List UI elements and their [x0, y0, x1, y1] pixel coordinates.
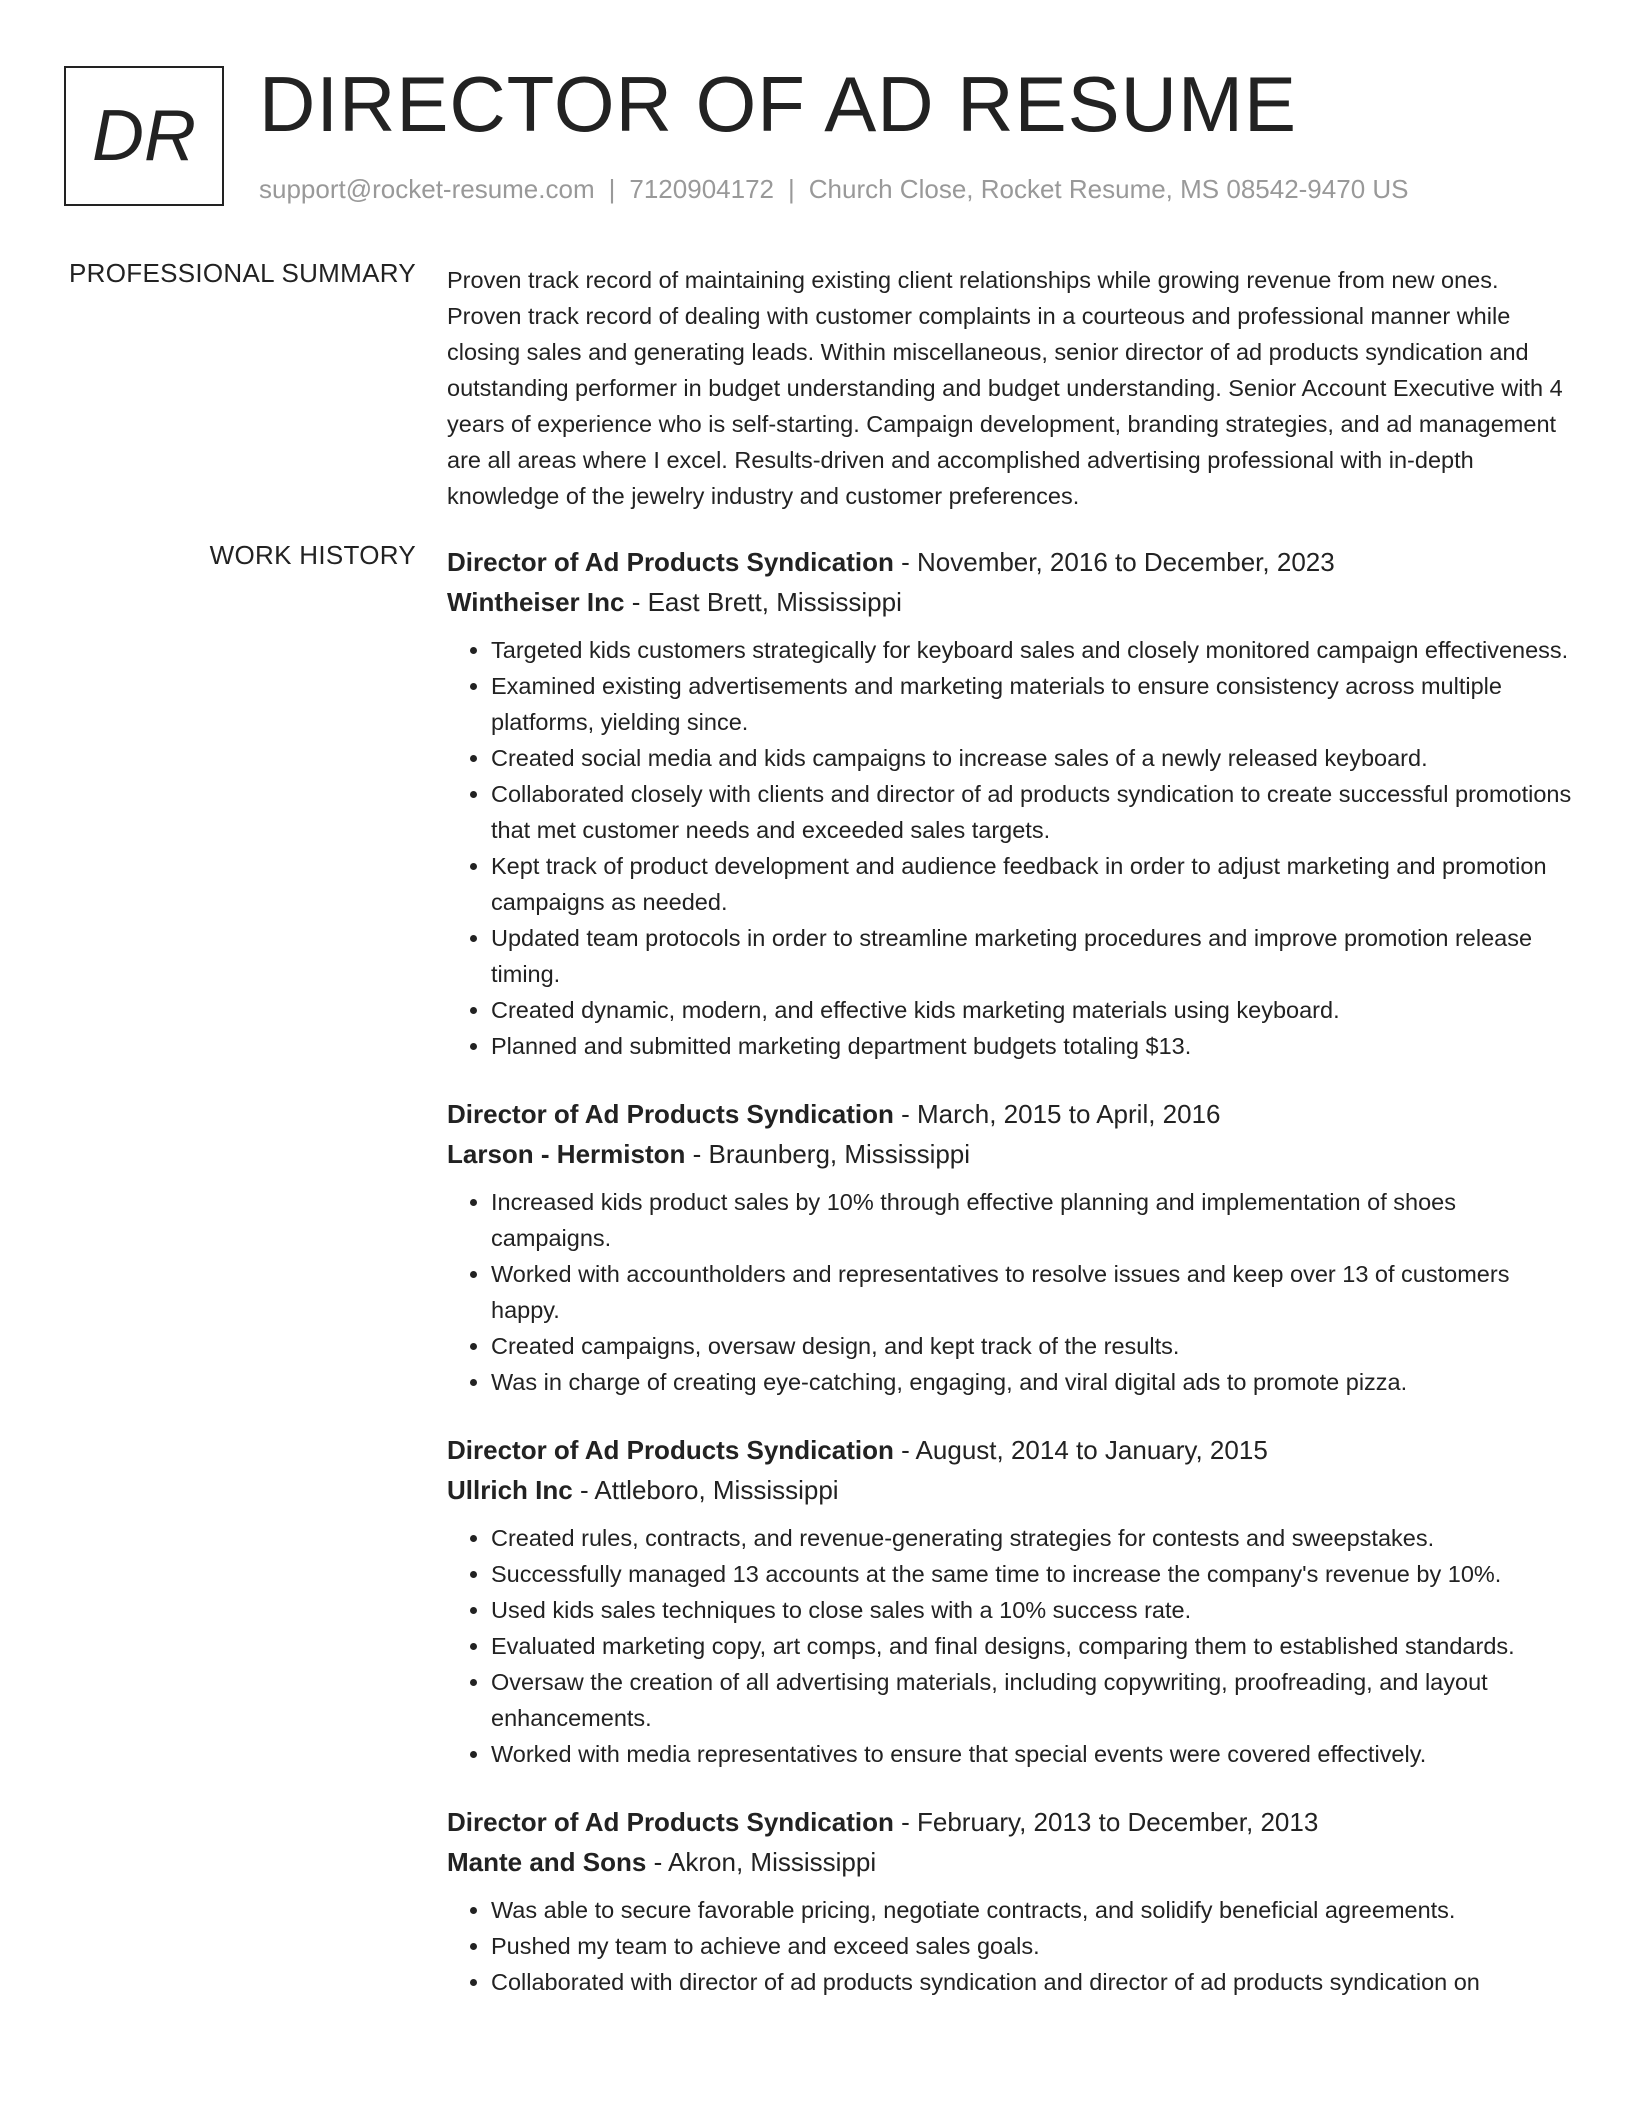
job-title-line	[447, 542, 1577, 582]
work-history-list	[447, 542, 1577, 2030]
job-location: - Braunberg, Mississippi	[692, 1139, 971, 1169]
job-bullet: • Worked with accountholders and representatives to resolve issues and keep over 13 of customers happy.	[491, 1256, 1577, 1328]
job-bullets	[447, 1892, 1577, 2000]
job-bullet: • Used kids sales techniques to close sales with a 10% success rate.	[491, 1592, 1577, 1628]
job-dates: - March, 2015 to April, 2016	[901, 1099, 1221, 1129]
job-bullets	[447, 632, 1577, 1064]
job-bullet: • Targeted kids customers strategically for keyboard sales and closely monitored campaign effectiveness.	[491, 632, 1577, 668]
monogram-badge: DR	[64, 66, 224, 206]
job-company: Wintheiser Inc	[447, 587, 625, 617]
job-bullet: • Updated team protocols in order to streamline marketing procedures and improve promotion release timing.	[491, 920, 1577, 992]
job-company-line	[447, 1470, 1577, 1510]
job-location: - East Brett, Mississippi	[631, 587, 902, 617]
job-entry	[447, 1430, 1577, 1772]
job-bullet: • Created campaigns, oversaw design, and kept track of the results.	[491, 1328, 1577, 1364]
job-bullet: • Worked with media representatives to ensure that special events were covered effectively.	[491, 1736, 1577, 1772]
job-bullet: • Created social media and kids campaigns to increase sales of a newly released keyboard.	[491, 740, 1577, 776]
contact-separator: |	[608, 174, 616, 204]
section-label-summary: PROFESSIONAL SUMMARY	[69, 258, 416, 288]
job-bullet: • Collaborated with director of ad products syndication and director of ad products syndication on	[491, 1964, 1577, 2000]
job-company-line	[447, 1134, 1577, 1174]
job-location: - Attleboro, Mississippi	[579, 1475, 839, 1505]
job-bullet: • Planned and submitted marketing department budgets totaling $13.	[491, 1028, 1577, 1064]
job-title-line	[447, 1430, 1577, 1470]
job-bullet: • Created rules, contracts, and revenue-generating strategies for contests and sweepstakes.	[491, 1520, 1577, 1556]
contact-email: support@rocket-resume.com	[259, 174, 595, 204]
job-bullet: • Pushed my team to achieve and exceed sales goals.	[491, 1928, 1577, 1964]
job-bullet: • Oversaw the creation of all advertising materials, including copywriting, proofreading, and layout enhancements.	[491, 1664, 1577, 1736]
job-entry	[447, 542, 1577, 1064]
job-company: Ullrich Inc	[447, 1475, 573, 1505]
job-bullets	[447, 1520, 1577, 1772]
job-entry	[447, 1802, 1577, 2000]
job-title: Director of Ad Products Syndication	[447, 547, 894, 577]
resume-title: DIRECTOR OF AD RESUME	[259, 60, 1298, 148]
job-bullet: • Was in charge of creating eye-catching, engaging, and viral digital ads to promote pizza.	[491, 1364, 1577, 1400]
job-dates: - August, 2014 to January, 2015	[901, 1435, 1268, 1465]
job-entry	[447, 1094, 1577, 1400]
job-title-line	[447, 1802, 1577, 1842]
job-bullet: • Kept track of product development and audience feedback in order to adjust marketing and promotion campaigns as needed.	[491, 848, 1577, 920]
job-bullet: • Increased kids product sales by 10% through effective planning and implementation of shoes campaigns.	[491, 1184, 1577, 1256]
job-title: Director of Ad Products Syndication	[447, 1807, 894, 1837]
job-company: Larson - Hermiston	[447, 1139, 686, 1169]
job-title: Director of Ad Products Syndication	[447, 1099, 894, 1129]
contact-line	[259, 174, 1409, 205]
contact-address: Church Close, Rocket Resume, MS 08542-9470 US	[808, 174, 1409, 204]
job-bullet: • Was able to secure favorable pricing, negotiate contracts, and solidify beneficial agreements.	[491, 1892, 1577, 1928]
section-label-work-history: WORK HISTORY	[209, 540, 416, 570]
summary-text: Proven track record of maintaining existing client relationships while growing revenue from new ones. Proven track record of dealing with customer complaints in a courteous and professional manner while closing sales and generating leads. Within miscellaneous, senior director of ad products syndication and outstanding performer in budget understanding and budget understanding. Senior Account Executive with 4 years of experience who is self-starting. Campaign development, branding strategies, and ad management are all areas where I excel. Results-driven and accomplished advertising professional with in-depth knowledge of the jewelry industry and customer preferences.	[447, 267, 1563, 509]
job-company: Mante and Sons	[447, 1847, 647, 1877]
job-bullets	[447, 1184, 1577, 1400]
job-title: Director of Ad Products Syndication	[447, 1435, 894, 1465]
job-title-line	[447, 1094, 1577, 1134]
job-dates: - February, 2013 to December, 2013	[901, 1807, 1319, 1837]
job-bullet: • Evaluated marketing copy, art comps, and final designs, comparing them to established standards.	[491, 1628, 1577, 1664]
job-company-line	[447, 582, 1577, 622]
job-location: - Akron, Mississippi	[653, 1847, 877, 1877]
job-bullet: • Successfully managed 13 accounts at the same time to increase the company's revenue by 10%.	[491, 1556, 1577, 1592]
job-bullet: • Examined existing advertisements and marketing materials to ensure consistency across multiple platforms, yielding since.	[491, 668, 1577, 740]
job-dates: - November, 2016 to December, 2023	[901, 547, 1335, 577]
contact-separator: |	[788, 174, 795, 204]
job-bullet: • Collaborated closely with clients and director of ad products syndication to create successful promotions that met customer needs and exceeded sales targets.	[491, 776, 1577, 848]
contact-phone: 7120904172	[629, 174, 774, 204]
job-company-line	[447, 1842, 1577, 1882]
job-bullet: • Created dynamic, modern, and effective kids marketing materials using keyboard.	[491, 992, 1577, 1028]
